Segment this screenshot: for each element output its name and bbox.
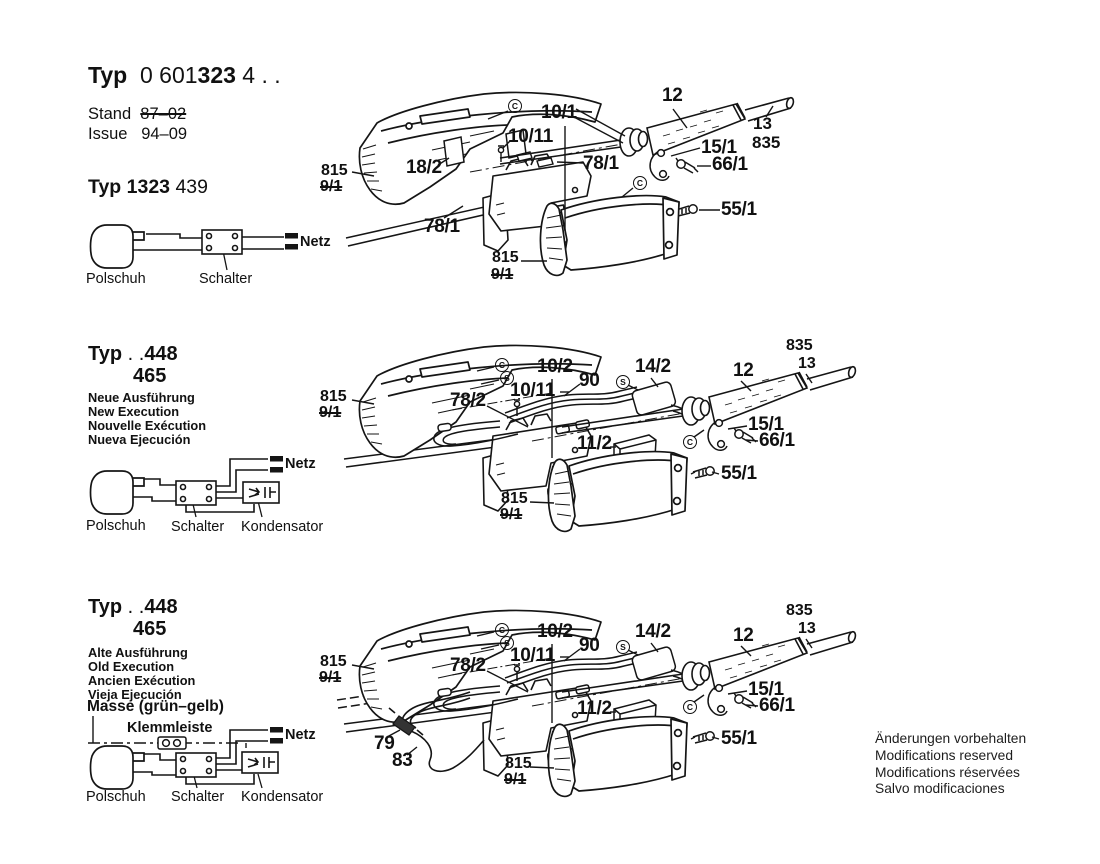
part-label-15-1: 15/1 [748,414,784,435]
exploded-drawing-top [330,75,900,310]
part-label-13: 13 [798,355,816,372]
part-label-11-2: 11/2 [577,698,612,719]
execution-line: Ancien Exécution [88,673,196,688]
part-label-15-1: 15/1 [701,137,737,158]
copyright-c-symbol: C [683,700,697,714]
part-label-55-1: 55/1 [721,199,757,220]
part-label-815: 815 [320,388,347,405]
netz-label: Netz [285,727,316,743]
copyright-c-symbol: C [495,358,509,372]
small-screw [498,146,504,162]
execution-line: Nueva Ejecución [88,432,191,447]
type-number-heading [88,62,281,89]
part-label-55-1: 55/1 [721,728,757,749]
copyright-c-symbol: C [633,176,647,190]
part-label-815: 815 [492,249,519,266]
part-label-835: 835 [752,133,781,152]
bottom-execution-block [88,646,195,702]
s-mark-symbol: S [500,371,514,385]
part-label-10-11: 10/11 [508,126,553,147]
issue-label: Issue [88,125,128,143]
part-label-9-1-struck: 9/1 [320,178,343,195]
execution-line: Vieja Ejecución [88,687,182,702]
part-label-11-2: 11/2 [577,433,612,454]
wiring-schematic-3 [80,698,350,802]
part-label-815: 815 [505,755,532,772]
execution-line: Nouvelle Exécution [88,418,207,433]
bottom-type-heading-2: 465 [133,618,167,640]
part-label-10-2: 10/2 [537,621,573,642]
stand-line [88,105,186,124]
ground-wire-label: Masse (grün–gelb) [87,698,224,715]
part-label-90: 90 [579,635,600,656]
part-label-66-1: 66/1 [759,430,795,451]
notice-line: Modifications réservées [875,764,1020,780]
part-label-13: 13 [753,114,772,133]
part-label-78-2: 78/2 [450,655,486,676]
part-label-9-1-struck: 9/1 [500,506,523,523]
issue-value: 94–09 [141,125,188,143]
part-label-55-1: 55/1 [721,463,757,484]
polschuh-label: Polschuh [86,271,146,287]
execution-line: New Execution [88,404,180,419]
middle-type-heading: Typ . .448 [88,343,178,365]
part-label-79: 79 [374,733,395,754]
part-label-12: 12 [733,625,754,646]
s-mark-symbol: S [500,636,514,650]
part-label-78-1: 78/1 [583,153,619,174]
typ-number-bold: 323 [197,62,236,88]
part-label-815: 815 [321,162,348,179]
part-label-12: 12 [662,85,683,106]
netz-label: Netz [300,234,331,250]
part-label-83: 83 [392,750,413,771]
terminal-strip-label: Klemmleiste [127,720,213,736]
part-label-9-1-struck: 9/1 [504,771,527,788]
schalter-label: Schalter [171,789,225,805]
copyright-c-symbol: C [508,99,522,113]
part-label-9-1-struck: 9/1 [319,669,342,686]
part-label-815: 815 [501,490,528,507]
part-label-14-2: 14/2 [635,356,671,377]
part-label-10-11: 10/11 [510,380,555,401]
notice-line: Änderungen vorbehalten [875,731,1027,746]
kondensator-label: Kondensator [241,789,324,805]
typ-1323-bold: Typ 1323 [88,176,171,198]
s-mark-symbol: S [616,640,630,654]
part-label-835: 835 [786,337,813,354]
issue-line [88,125,187,144]
typ-number-normal: 0 601 [139,62,198,88]
typ-number-suffix: 4 . . [242,62,281,88]
stand-label: Stand [88,105,132,123]
kondensator-label: Kondensator [241,519,324,535]
part-label-15-1: 15/1 [748,679,784,700]
part-label-13: 13 [798,620,816,637]
middle-type-heading-2: 465 [133,365,167,387]
part-label-66-1: 66/1 [712,154,748,175]
netz-label: Netz [285,456,316,472]
polschuh-label: Polschuh [86,789,146,805]
part-label-815: 815 [320,653,347,670]
part-label-66-1: 66/1 [759,695,795,716]
part-label-18-2: 18/2 [406,157,442,178]
middle-execution-block [88,391,206,447]
schalter-label: Schalter [199,271,253,287]
part-label-14-2: 14/2 [635,621,671,642]
s-mark-symbol: S [616,375,630,389]
type-1323-heading [88,176,208,199]
notice-line: Salvo modificaciones [875,781,1005,797]
part-label-10-1: 10/1 [541,102,577,123]
part-label-12: 12 [733,360,754,381]
part-label-835: 835 [786,602,813,619]
part-label-10-2: 10/2 [537,356,573,377]
copyright-c-symbol: C [683,435,697,449]
copyright-c-symbol: C [495,623,509,637]
execution-line: Neue Ausführung [88,390,195,405]
schalter-label: Schalter [171,519,225,535]
execution-line: Alte Ausführung [88,645,188,660]
bottom-type-heading: Typ . .448 [88,596,178,618]
part-label-78-1: 78/1 [424,216,460,237]
part-label-9-1-struck: 9/1 [319,404,342,421]
notice-line: Modifications reserved [875,747,1014,763]
part-label-78-2: 78/2 [450,390,486,411]
execution-line: Old Execution [88,659,175,674]
polschuh-label: Polschuh [86,518,146,534]
typ-label: Typ [88,62,128,88]
part-label-9-1-struck: 9/1 [491,266,514,283]
typ-1323-rest: 439 [175,176,208,198]
part-label-90: 90 [579,370,600,391]
stand-value: 87–02 [140,105,187,123]
part-label-10-11: 10/11 [510,645,555,666]
